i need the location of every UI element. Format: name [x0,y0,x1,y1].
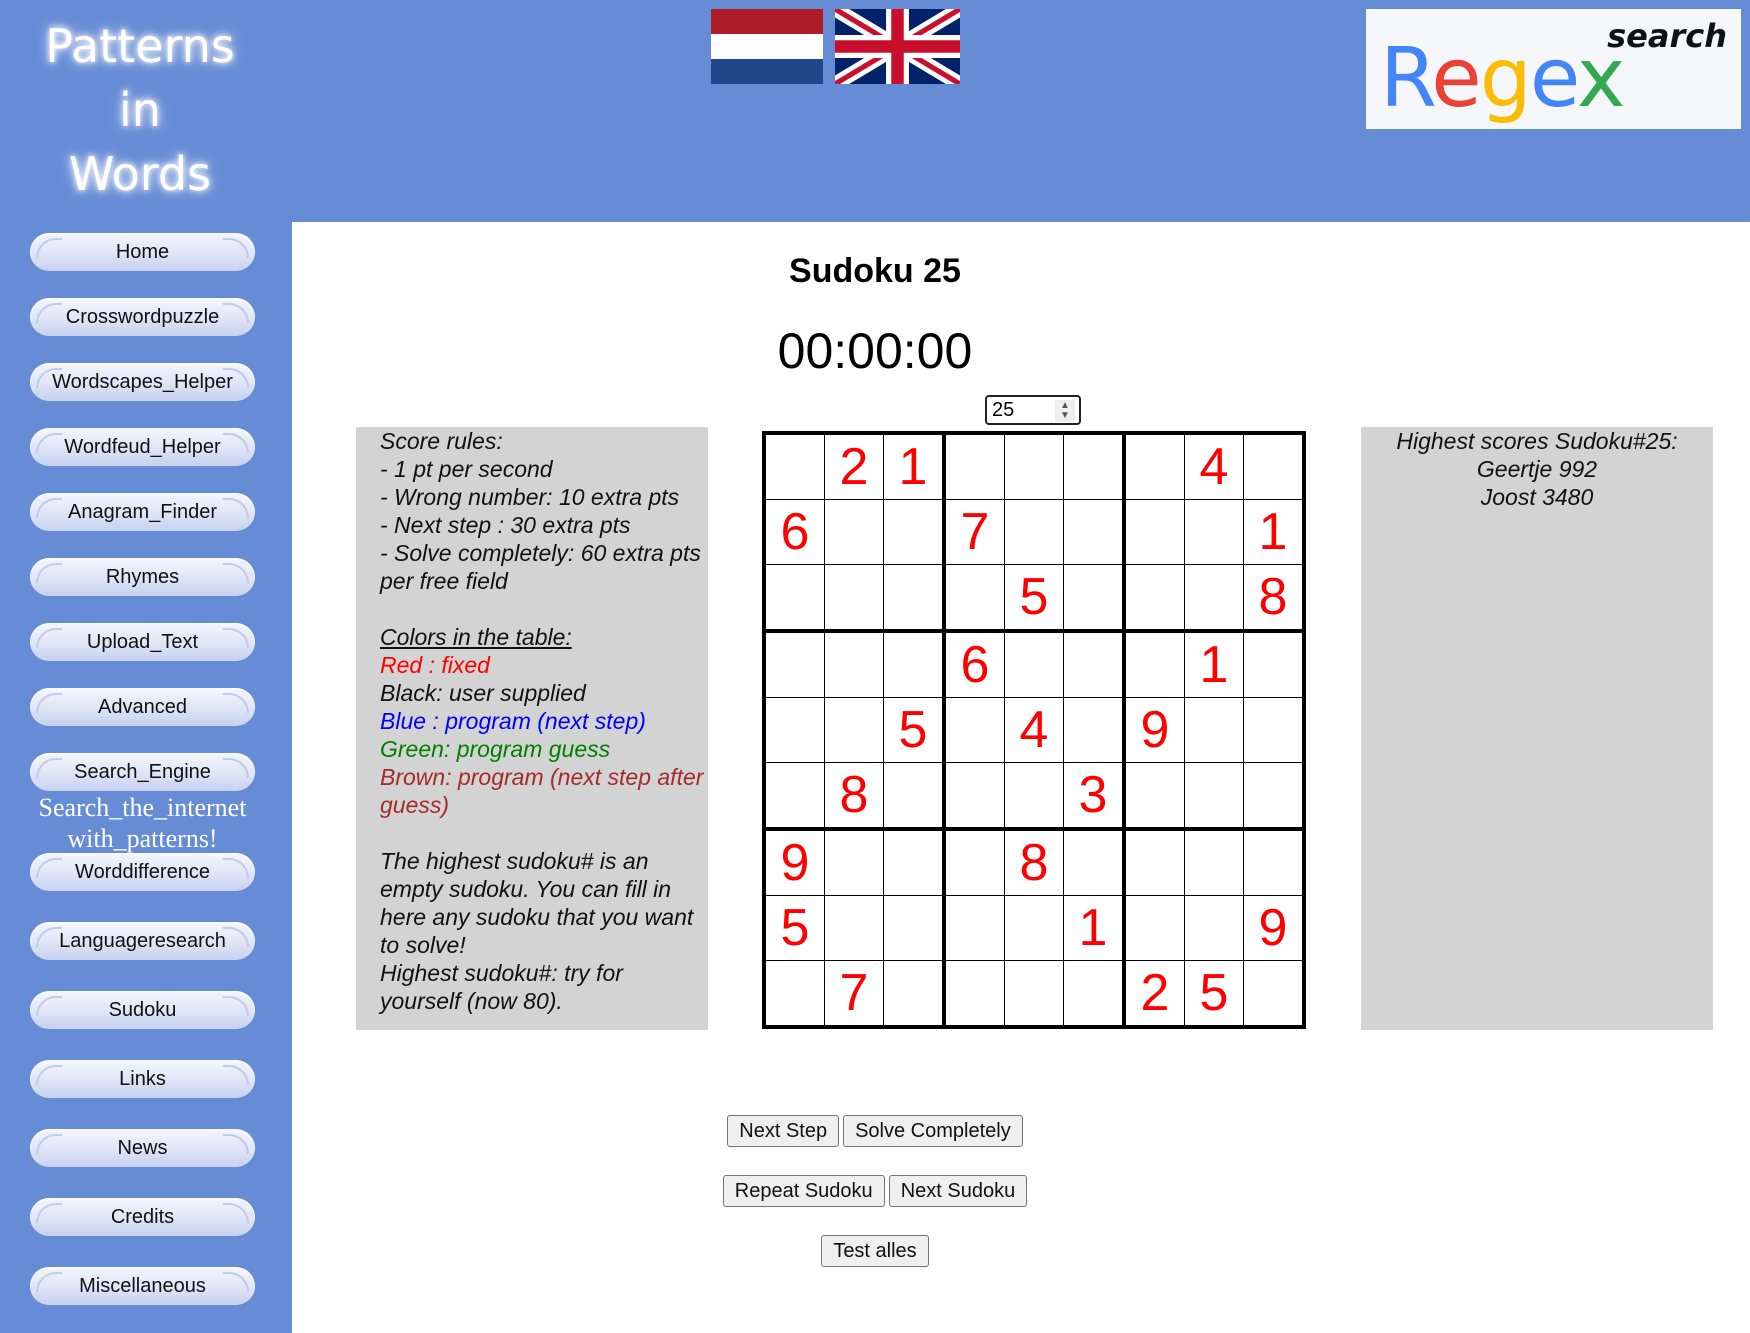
sidebar-item-advanced[interactable]: Advanced [30,688,255,726]
sudoku-cell[interactable] [944,896,1005,961]
sudoku-row [764,631,1304,698]
sidebar-item-languageresearch[interactable]: Languageresearch [30,922,255,960]
sudoku-cell[interactable] [1124,565,1185,632]
sudoku-cell[interactable]: 4 [1005,698,1064,763]
logo-line: Words [68,147,212,201]
sudoku-cell[interactable] [1185,896,1244,961]
sudoku-row [764,961,1304,1028]
sudoku-cell[interactable] [884,500,945,565]
sudoku-cell[interactable] [1064,829,1125,896]
sidebar-item-news[interactable]: News [30,1129,255,1167]
sidebar-item-miscellaneous[interactable]: Miscellaneous [30,1267,255,1305]
sudoku-cell[interactable] [1064,565,1125,632]
legend-red: Red : fixed [380,652,490,678]
sidebar-item-anagram-finder[interactable]: Anagram_Finder [30,493,255,531]
sidebar-item-credits[interactable]: Credits [30,1198,255,1236]
sudoku-cell[interactable]: 2 [825,433,884,500]
sudoku-cell[interactable] [1064,961,1125,1028]
sudoku-cell[interactable] [1064,698,1125,763]
regex-logo-search-text: search [1607,17,1727,55]
sudoku-cell[interactable] [1124,433,1185,500]
sudoku-cell[interactable] [1005,896,1064,961]
regex-letter: g [1479,31,1530,126]
sudoku-cell[interactable] [825,698,884,763]
empty-sudoku-note: The highest sudoku# is an empty sudoku. You can fill in here any sudoku that you want to solve! [380,848,694,958]
legend-blue: Blue : program (next step) [380,708,646,734]
sudoku-cell[interactable] [1005,631,1064,698]
sudoku-cell[interactable] [1005,500,1064,565]
sudoku-row [764,500,1304,565]
dutch-flag-icon[interactable] [711,9,823,84]
sudoku-cell[interactable]: 1 [1185,631,1244,698]
sudoku-cell[interactable] [884,631,945,698]
sudoku-cell[interactable] [944,565,1005,632]
sudoku-number-value: 25 [992,399,1015,421]
solve-completely-button[interactable]: Solve Completely [843,1115,1023,1147]
sidebar-item-upload-text[interactable]: Upload_Text [30,623,255,661]
next-step-button[interactable]: Next Step [727,1115,839,1147]
sudoku-cell[interactable]: 5 [1185,961,1244,1028]
sidebar-item-rhymes[interactable]: Rhymes [30,558,255,596]
sudoku-cell[interactable] [764,763,825,830]
sudoku-cell[interactable] [944,961,1005,1028]
sudoku-cell[interactable] [1185,698,1244,763]
sudoku-cell[interactable] [764,961,825,1028]
sidebar-item-wordfeud-helper[interactable]: Wordfeud_Helper [30,428,255,466]
sudoku-cell[interactable]: 1 [1064,896,1125,961]
score-rules-panel [356,427,708,1030]
sudoku-cell[interactable]: 3 [1064,763,1125,830]
sudoku-cell[interactable] [825,500,884,565]
uk-flag-icon[interactable] [835,9,960,84]
colors-legend-heading: Colors in the table: [380,624,572,650]
logo-line: in [119,83,161,137]
sudoku-cell[interactable] [1244,961,1305,1028]
sudoku-cell[interactable]: 5 [884,698,945,763]
regex-logo-word [1380,31,1623,126]
sudoku-cell[interactable] [1124,896,1185,961]
sudoku-cell[interactable] [884,565,945,632]
sudoku-cell[interactable]: 9 [1244,896,1305,961]
sudoku-cell[interactable]: 7 [944,500,1005,565]
logo-line: Patterns [45,19,235,73]
sudoku-cell[interactable] [944,763,1005,830]
sudoku-cell[interactable] [1244,829,1305,896]
sudoku-cell[interactable] [1005,763,1064,830]
sudoku-cell[interactable] [944,433,1005,500]
sudoku-cell[interactable]: 7 [825,961,884,1028]
sudoku-row [764,565,1304,632]
sudoku-cell[interactable] [1185,763,1244,830]
score-rule: - Solve completely: 60 extra pts per free field [380,540,701,594]
sudoku-row [764,896,1304,961]
sudoku-cell[interactable] [1244,631,1305,698]
sudoku-row [764,829,1304,896]
sudoku-cell[interactable] [944,698,1005,763]
sudoku-cell[interactable]: 9 [1124,698,1185,763]
sudoku-cell[interactable] [1244,433,1305,500]
regex-letter: x [1576,31,1624,126]
score-rule: - Next step : 30 extra pts [380,512,631,538]
sudoku-cell[interactable] [1185,829,1244,896]
sudoku-cell[interactable]: 4 [1185,433,1244,500]
sudoku-cell[interactable]: 9 [764,829,825,896]
score-rules-heading: Score rules: [380,428,503,454]
sudoku-cell[interactable] [884,829,945,896]
sudoku-cell[interactable]: 2 [1124,961,1185,1028]
tagline-line: with_patterns! [67,824,218,853]
regex-search-logo[interactable] [1366,9,1741,129]
sudoku-cell[interactable] [1064,500,1125,565]
sudoku-cell[interactable] [764,433,825,500]
sudoku-cell[interactable] [1124,763,1185,830]
sudoku-cell[interactable] [825,565,884,632]
sudoku-cell[interactable] [764,565,825,632]
sudoku-cell[interactable] [764,698,825,763]
sudoku-cell[interactable] [944,829,1005,896]
sidebar-item-crosswordpuzzle[interactable]: Crosswordpuzzle [30,298,255,336]
sudoku-cell[interactable]: 8 [1005,829,1064,896]
sudoku-cell[interactable] [1124,500,1185,565]
sudoku-cell[interactable] [1064,631,1125,698]
test-alles-button[interactable]: Test alles [821,1235,928,1267]
sudoku-cell[interactable] [1185,565,1244,632]
sidebar-item-wordscapes-helper[interactable]: Wordscapes_Helper [30,363,255,401]
sidebar-item-sudoku[interactable]: Sudoku [30,991,255,1029]
highscore-entry: Joost 3480 [1480,484,1594,510]
sudoku-cell[interactable]: 8 [1244,565,1305,632]
sudoku-cell[interactable] [1244,763,1305,830]
tagline-line: Search_the_internet [38,793,247,822]
regex-letter: e [1431,31,1480,126]
search-engine-tagline [0,792,285,854]
sudoku-number-input[interactable] [985,395,1081,425]
next-sudoku-button[interactable]: Next Sudoku [889,1175,1028,1207]
sudoku-cell[interactable] [1005,961,1064,1028]
sidebar-item-links[interactable]: Links [30,1060,255,1098]
page-title: Sudoku 25 [789,252,961,290]
sidebar-item-worddifference[interactable]: Worddifference [30,853,255,891]
regex-letter: e [1529,31,1577,126]
score-rule: - Wrong number: 10 extra pts [380,484,680,510]
highscores-panel [1361,427,1713,1030]
sudoku-row [764,433,1304,500]
score-rule: - 1 pt per second [380,456,553,482]
sudoku-grid [762,431,1306,1029]
repeat-sudoku-button[interactable]: Repeat Sudoku [723,1175,885,1207]
legend-brown: Brown: program (next step after guess) [380,764,704,818]
highscore-entry: Geertje 992 [1476,456,1598,482]
sudoku-cell[interactable] [1005,433,1064,500]
regex-letter: R [1380,31,1432,126]
sudoku-cell[interactable] [1124,829,1185,896]
sudoku-cell[interactable] [884,961,945,1028]
sudoku-cell[interactable] [1124,631,1185,698]
legend-green: Green: program guess [380,736,611,762]
sudoku-cell[interactable] [884,763,945,830]
sidebar-item-home[interactable]: Home [30,233,255,271]
sidebar-item-search-engine[interactable]: Search_Engine [30,753,255,791]
sudoku-cell[interactable]: 6 [764,500,825,565]
site-logo[interactable] [0,14,280,206]
sudoku-cell[interactable] [1064,433,1125,500]
sudoku-cell[interactable]: 5 [1005,565,1064,632]
sudoku-cell[interactable] [825,896,884,961]
sudoku-cell[interactable] [1244,698,1305,763]
sudoku-row [764,763,1304,830]
button-row-3 [0,1235,1750,1267]
sudoku-cell[interactable]: 8 [825,763,884,830]
sudoku-cell[interactable] [1185,500,1244,565]
sudoku-cell[interactable]: 1 [884,433,945,500]
sudoku-cell[interactable]: 1 [1244,500,1305,565]
sudoku-row [764,698,1304,763]
timer: 00:00:00 [777,323,973,379]
sudoku-cell[interactable] [825,829,884,896]
button-row-1 [0,1115,1750,1147]
button-row-2 [0,1175,1750,1207]
sudoku-cell[interactable]: 6 [944,631,1005,698]
sudoku-cell[interactable]: 5 [764,896,825,961]
sudoku-cell[interactable] [884,896,945,961]
highest-sudoku-note: Highest sudoku#: try for yourself (now 80). [380,960,623,1014]
legend-black: Black: user supplied [380,680,586,706]
spinner-arrows-icon[interactable]: ▲ ▼ [1055,400,1075,422]
sudoku-cell[interactable] [764,631,825,698]
highscores-heading: Highest scores Sudoku#25: [1396,428,1678,454]
sudoku-cell[interactable] [825,631,884,698]
